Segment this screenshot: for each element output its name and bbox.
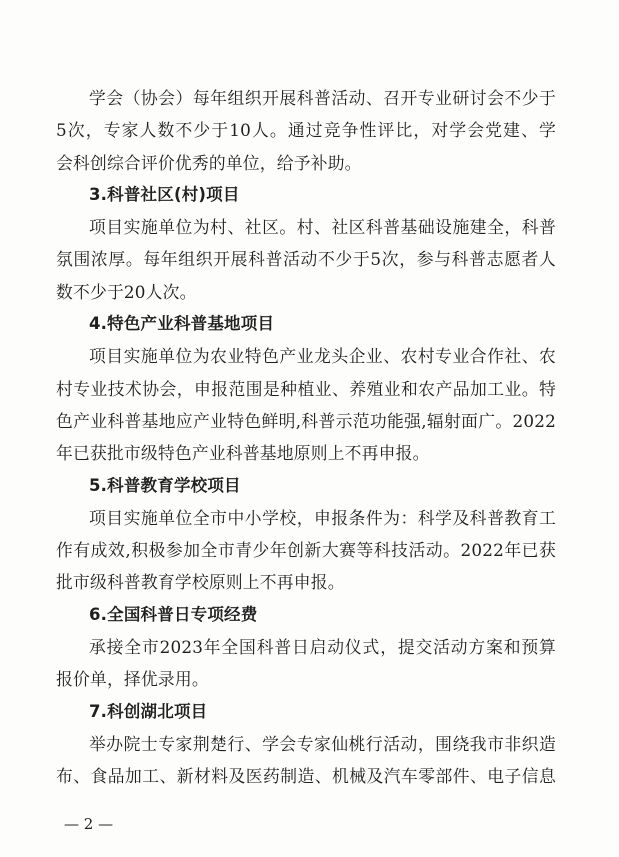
- paragraph-line: 氛围浓厚。每年组织开展科普活动不少于5次，参与科普志愿者人: [56, 249, 556, 270]
- paragraph-line: 布、食品加工、新材料及医药制造、机械及汽车零部件、电子信息: [56, 766, 556, 787]
- paragraph-line: 学会（协会）每年组织开展科普活动、召开专业研讨会不少于: [89, 88, 556, 108]
- paragraph-line: 项目实施单位为村、社区。村、社区科普基础设施建全，科普: [89, 217, 556, 238]
- paragraph-line: 承接全市2023年全国科普日启动仪式，提交活动方案和预算: [89, 637, 556, 658]
- paragraph-line: 报价单，择优录用。: [56, 669, 209, 690]
- document-body: [56, 82, 556, 793]
- paragraph-line: 作有成效,积极参加全市青少年创新大赛等科技活动。2022年已获: [56, 540, 556, 561]
- section-heading: 7.科创湖北项目: [89, 701, 208, 721]
- section-heading: 3.科普社区(村)项目: [89, 184, 240, 204]
- section-heading: 5.科普教育学校项目: [89, 475, 241, 495]
- paragraph-line: 项目实施单位为农业特色产业龙头企业、农村专业合作社、农: [89, 346, 556, 367]
- section-heading: 6.全国科普日专项经费: [89, 604, 258, 624]
- section-heading: 4.特色产业科普基地项目: [89, 314, 275, 334]
- paragraph-line: 5次，专家人数不少于10人。通过竞争性评比，对学会党建、学: [56, 120, 556, 141]
- paragraph-line: 批市级科普教育学校原则上不再申报。: [56, 572, 345, 593]
- paragraph-line: 村专业技术协会，申报范围是种植业、养殖业和农产品加工业。特: [56, 378, 556, 399]
- paragraph-line: 举办院士专家荆楚行、学会专家仙桃行活动，围绕我市非织造: [89, 733, 556, 754]
- page-number: — 2 —: [64, 815, 114, 833]
- paragraph-line: 年已获批市级特色产业科普基地原则上不再申报。: [56, 443, 430, 464]
- paragraph-line: 数不少于20人次。: [56, 281, 197, 302]
- paragraph-line: 色产业科普基地应产业特色鲜明,科普示范功能强,辐射面广。2022: [56, 410, 556, 431]
- paragraph-line: 会科创综合评价优秀的单位，给予补助。: [56, 152, 362, 173]
- paragraph-line: 项目实施单位全市中小学校，申报条件为：科学及科普教育工: [89, 507, 556, 528]
